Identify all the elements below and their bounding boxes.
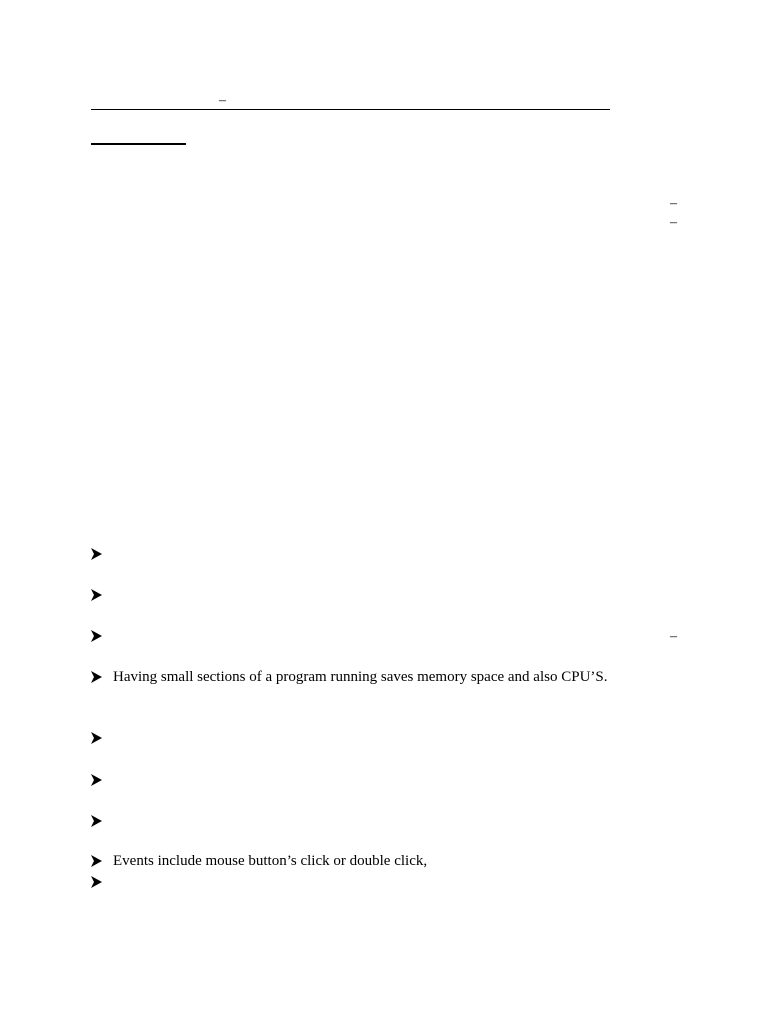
header-dash: – [219, 93, 226, 108]
arrowhead-bullet-icon [91, 873, 102, 891]
right-margin-dash-2: – [670, 215, 677, 230]
right-margin-dash-1: – [670, 196, 677, 211]
arrowhead-bullet-icon [91, 545, 102, 563]
arrowhead-bullet-icon [91, 771, 102, 789]
arrowhead-bullet-icon [91, 812, 102, 830]
bullet-text: Having small sections of a program running saves memory space and also CPU’S. [113, 669, 608, 685]
arrowhead-bullet-icon [91, 627, 102, 645]
header-rule [91, 109, 610, 110]
arrowhead-bullet-icon [91, 586, 102, 604]
arrowhead-bullet-icon [91, 729, 102, 747]
arrowhead-bullet-icon [91, 668, 102, 686]
bullet-text: Events include mouse button’s click or double click, [113, 853, 428, 869]
section-heading-underline [91, 143, 186, 145]
arrowhead-bullet-icon [91, 852, 102, 870]
bullet-right-dash: – [670, 629, 677, 644]
